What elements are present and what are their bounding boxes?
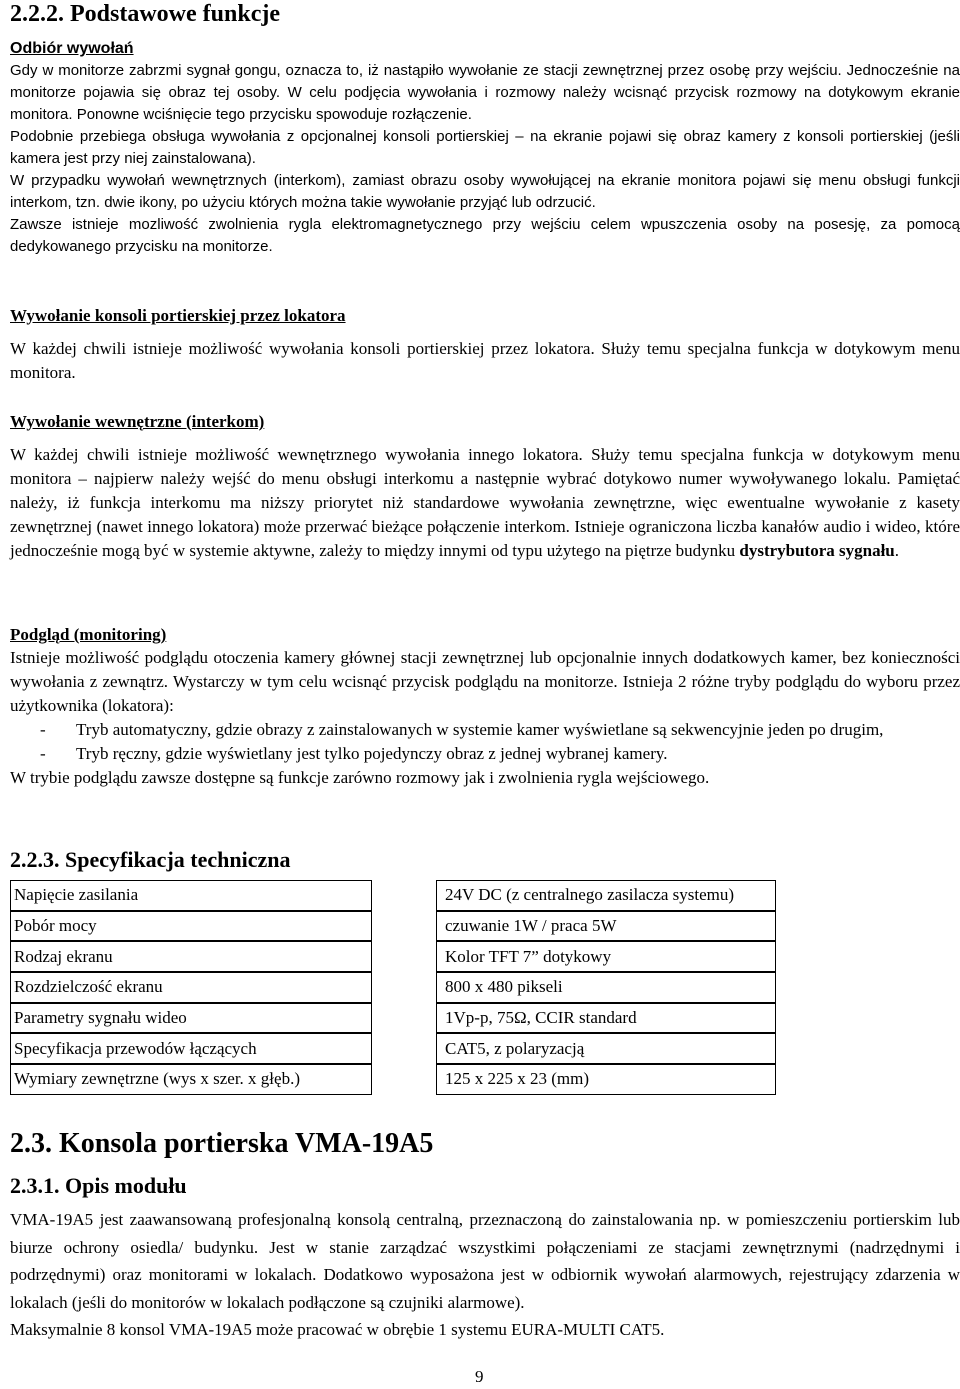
concierge-call-heading: Wywołanie konsoli portierskiej przez lokatora	[10, 306, 346, 325]
section-title-2-2-3: 2.2.3. Specyfikacja techniczna	[10, 847, 291, 872]
spec-table	[10, 880, 776, 1095]
spec-label: Wymiary zewnętrzne (wys x szer. x głęb.)	[10, 1064, 372, 1095]
monitoring-paragraph-2: W trybie podglądu zawsze dostępne są funkcje zarówno rozmowy jak i zwolnienia rygla wejściowego.	[10, 768, 710, 787]
module-description-paragraph-2: Maksymalnie 8 konsol VMA-19A5 może pracować w obrębie 1 systemu EURA-MULTI CAT5.	[10, 1320, 665, 1339]
spec-label: Pobór mocy	[10, 911, 372, 942]
concierge-call-block	[10, 305, 960, 385]
spec-label: Rozdzielczość ekranu	[10, 972, 372, 1003]
module-description-paragraph-1: VMA-19A5 jest zaawansowaną profesjonalną konsolą centralną, przeznaczoną do zainstalowania np. w pomieszczeniu portierskim lub biurze ochrony osiedla/ budynku. Jest w stanie zarządzać wszystkimi połączeniami ze stacjami zewnętrznymi (nadrzędnymi i podrzędnymi) oraz monitorami w lokalach. Dodatkowo wyposażona jest w odbiornik wywołań alarmowych, rejestrujący zdarzenia w lokalach (jeśli do monitorów w lokalach podłączone są czujniki alarmowe).	[10, 1210, 960, 1312]
call-receive-paragraph-1: Gdy w monitorze zabrzmi sygnał gongu, oznacza to, iż nastąpiło wywołanie ze stacji zewnętrznej przez osobę przy wejściu. Jednocześnie na monitorze pojawia się obraz tej osoby. W celu podjęcia wywołania i rozmowy należy wcisnąć przycisk rozmowy na dotykowym ekranie monitora. Ponowne wciśnięcie tego przycisku spowoduje rozłączenie.	[10, 62, 960, 123]
internal-call-heading: Wywołanie wewnętrzne (interkom)	[10, 412, 265, 431]
spec-label: Napięcie zasilania	[10, 880, 372, 911]
spec-value: CAT5, z polaryzacją	[436, 1033, 776, 1064]
internal-call-text: W każdej chwili istnieje możliwość wewnętrznego wywołania innego lokatora. Służy temu specjalna funkcja w dotykowym menu monitora – najpierw należy wejść do menu obsługi interkomu a następnie wybrać dotykowo numer wywoływanego lokalu. Pamiętać należy, iż funkcja interkomu ma niższy priorytet niż standardowe wywołania zewnętrzne, więc ewentualne wywołanie z kasety zewnętrznej (nawet innego lokatora) może przerwać bieżące połączenie interkom. Istnieje ograniczona liczba kanałów audio i wideo, które jednocześnie mogą być w systemie aktywne, zależy to między innymi od typu użytego na piętrze budynku	[10, 445, 960, 560]
internal-call-paragraph	[10, 443, 960, 563]
spec-value: 800 x 480 pikseli	[436, 972, 776, 1003]
monitoring-heading: Podgląd (monitoring)	[10, 625, 167, 644]
section-title-2-3: 2.3. Konsola portierska VMA-19A5	[10, 1128, 434, 1159]
section-title-2-2-2: 2.2.2. Podstawowe funkcje	[10, 1, 280, 27]
monitoring-paragraph-1: Istnieje możliwość podglądu otoczenia kamery głównej stacji zewnętrznej lub opcjonalnie innych dodatkowych kamer, bez konieczności wywołania z zewnątrz. Wystarczy w tym celu wcisnąć przycisk podglądu na monitorze. Istnieja 2 różne tryby podglądu do wyboru przez użytkownika (lokatora):	[10, 648, 960, 715]
table-row	[10, 941, 776, 972]
call-receive-paragraph-3: W przypadku wywołań wewnętrznych (interkom), zamiast obrazu osoby wywołującej na ekranie monitora pojawi się menu obsługi funkcji interkom, tzn. dwie ikony, po użyciu których można takie wywołanie przyjąć lub odrzucić.	[10, 172, 960, 211]
table-row	[10, 880, 776, 911]
module-description-block	[10, 1206, 960, 1344]
list-item-text: Tryb automatyczny, gdzie obrazy z zainstalowanych w systemie kamer wyświetlane są sekwencyjnie jeden po drugim,	[76, 720, 884, 739]
call-receive-paragraph-4: Zawsze istnieje mozliwość zwolnienia rygla elektromagnetycznego przy wejściu celem wpuszczenia osoby na posesję, za pomocą dedykowanego przycisku na monitorze.	[10, 216, 960, 255]
spec-label: Specyfikacja przewodów łączących	[10, 1033, 372, 1064]
page-number: 9	[475, 1367, 484, 1386]
call-receive-heading: Odbiór wywołań	[10, 40, 134, 57]
spec-value: 125 x 225 x 23 (mm)	[436, 1064, 776, 1095]
table-row	[10, 1064, 776, 1095]
list-item	[10, 742, 960, 766]
list-item-text: Tryb ręczny, gdzie wyświetlany jest tylko pojedynczy obraz z jednej wybranej kamery.	[76, 744, 668, 763]
spec-value: czuwanie 1W / praca 5W	[436, 911, 776, 942]
table-row	[10, 1033, 776, 1064]
spec-label: Parametry sygnału wideo	[10, 1003, 372, 1034]
list-bullet: -	[40, 744, 46, 763]
table-row	[10, 972, 776, 1003]
section-title-2-3-1: 2.3.1. Opis modułu	[10, 1173, 187, 1198]
call-receive-paragraph-2: Podobnie przebiega obsługa wywołania z opcjonalnej konsoli portierskiej – na ekranie pojawi się obraz kamery z konsoli portierskiej (jeśli kamera jest przy niej zainstalowana).	[10, 128, 960, 167]
internal-call-block	[10, 411, 960, 563]
list-bullet: -	[40, 720, 46, 739]
internal-call-text-end: .	[894, 541, 900, 560]
monitoring-modes-list	[10, 718, 960, 766]
spec-value: 24V DC (z centralnego zasilacza systemu)	[436, 880, 776, 911]
concierge-call-paragraph: W każdej chwili istnieje możliwość wywołania konsoli portierskiej przez lokatora. Służy temu specjalna funkcja w dotykowym menu monitora.	[10, 339, 960, 382]
table-row	[10, 911, 776, 942]
spec-label: Rodzaj ekranu	[10, 941, 372, 972]
table-row	[10, 1003, 776, 1034]
spec-value: Kolor TFT 7” dotykowy	[436, 941, 776, 972]
signal-distributor-term: dystrybutora sygnału	[739, 541, 895, 560]
monitoring-block	[10, 624, 960, 790]
call-receive-block	[10, 38, 960, 258]
list-item	[10, 718, 960, 742]
spec-value: 1Vp-p, 75Ω, CCIR standard	[436, 1003, 776, 1034]
